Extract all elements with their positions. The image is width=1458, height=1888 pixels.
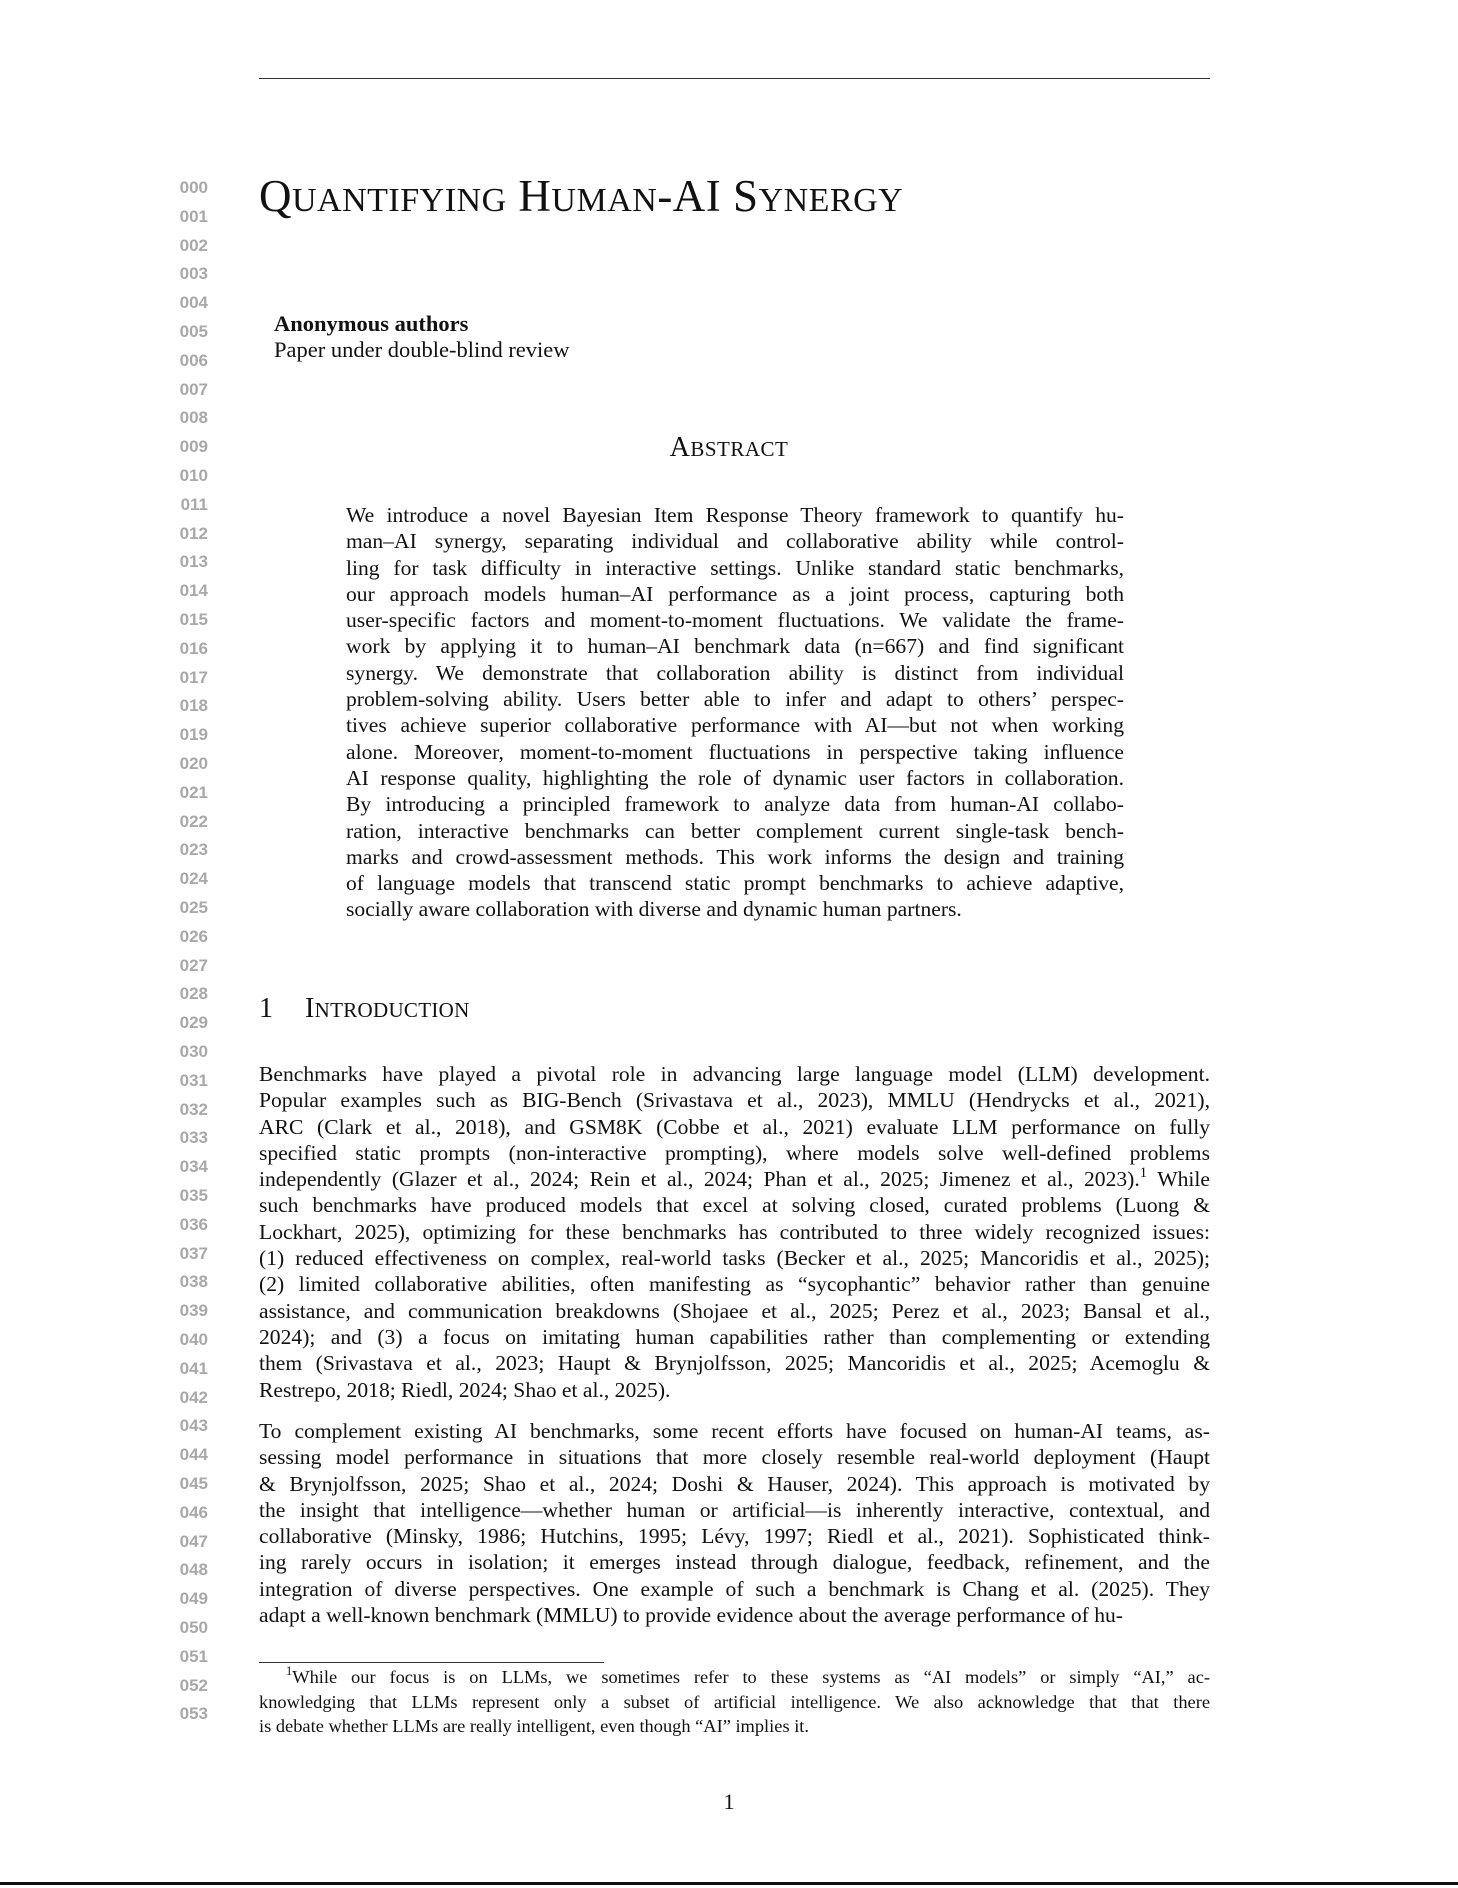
text-line: specified static prompts (non-interactive prompting), where models solve well-defined problems — [259, 1140, 1210, 1165]
line-number: 042 — [179, 1387, 208, 1407]
line-number: 040 — [179, 1330, 208, 1349]
line-number: 051 — [179, 1646, 208, 1666]
line-number: 018 — [179, 696, 208, 716]
text-line: Benchmarks have played a pivotal role in advancing large language model (LLM) development. — [259, 1062, 1210, 1086]
intro-paragraph-2 — [259, 1418, 1210, 1628]
review-note: Paper under double-blind review — [274, 337, 570, 362]
text-line: our approach models human–AI performance as a joint process, capturing both — [346, 581, 1124, 606]
line-number: 002 — [179, 235, 208, 255]
line-number: 008 — [179, 408, 208, 428]
page-number: 1 — [723, 1789, 735, 1814]
abstract-body — [346, 502, 1124, 923]
text-line: them (Srivastava et al., 2023; Haupt & Brynjolfsson, 2025; Mancoridis et al., 2025; Acemoglu & — [259, 1351, 1210, 1376]
line-number: 010 — [179, 466, 208, 485]
line-number: 025 — [179, 898, 208, 917]
text-line: Lockhart, 2025), optimizing for these benchmarks has contributed to three widely recognized issues: — [259, 1219, 1210, 1244]
line-number: 043 — [179, 1416, 208, 1436]
text-line: Restrepo, 2018; Riedl, 2024; Shao et al., 2025). — [259, 1377, 671, 1402]
footnote-line: $^1$While our focus is on LLMs, we sometimes refer to these systems as “AI models” or simply “AI,” ac- — [286, 1663, 1210, 1687]
text-line: the insight that intelligence—whether human or artificial—is inherently interactive, contextual, and — [259, 1497, 1210, 1522]
page-bottom-edge — [0, 1882, 1458, 1885]
text-line: ARC (Clark et al., 2018), and GSM8K (Cobbe et al., 2021) evaluate LLM performance on fully — [259, 1114, 1210, 1139]
text-line: user-specific factors and moment-to-moment fluctuations. We validate the frame- — [346, 608, 1124, 633]
line-number: 036 — [179, 1214, 208, 1234]
text-line: socially aware collaboration with diverse and dynamic human partners. — [346, 897, 962, 922]
line-number: 017 — [179, 667, 208, 687]
line-number: 050 — [179, 1618, 208, 1637]
line-number: 023 — [179, 840, 208, 860]
text-line: 2024); and (3) a focus on imitating human capabilities rather than complementing or extending — [259, 1324, 1210, 1349]
text-line: assistance, and communication breakdowns (Shojaee et al., 2025; Perez et al., 2023; Bansal et al., — [259, 1298, 1210, 1323]
line-number: 035 — [179, 1186, 208, 1205]
line-number: 034 — [179, 1157, 208, 1177]
line-number: 031 — [179, 1070, 208, 1090]
line-number: 024 — [179, 869, 208, 889]
text-line: alone. Moreover, moment-to-moment fluctuations in perspective taking influence — [346, 739, 1124, 764]
line-number: 044 — [179, 1445, 208, 1465]
line-number: 053 — [179, 1704, 208, 1724]
line-number: 016 — [179, 638, 208, 658]
line-number: 045 — [179, 1474, 208, 1493]
text-line: To complement existing AI benchmarks, some recent efforts have focused on human-AI teams, as- — [259, 1419, 1210, 1443]
text-line: & Brynjolfsson, 2025; Shao et al., 2024; Doshi & Hauser, 2024). This approach is motivated by — [259, 1471, 1210, 1496]
text-line: We introduce a novel Bayesian Item Response Theory framework to quantify hu- — [346, 503, 1124, 527]
text-line: problem-solving ability. Users better able to infer and adapt to others’ perspec- — [346, 687, 1124, 712]
line-number-gutter — [0, 0, 210, 1888]
line-number: 030 — [179, 1042, 208, 1061]
line-number: 022 — [179, 811, 208, 831]
text-line: adapt a well-known benchmark (MMLU) to provide evidence about the average performance of hu- — [259, 1603, 1124, 1628]
text-line: AI response quality, highlighting the role of dynamic user factors in collaboration. — [346, 765, 1124, 790]
text-line: collaborative (Minsky, 1986; Hutchins, 1995; Lévy, 1997; Riedl et al., 2021). Sophisticated think- — [259, 1524, 1210, 1549]
line-number: 029 — [179, 1013, 208, 1033]
line-number: 021 — [179, 782, 208, 802]
line-number: 052 — [179, 1675, 208, 1695]
line-number: 039 — [179, 1301, 208, 1321]
footnote — [259, 1665, 1210, 1739]
line-number: 007 — [179, 379, 208, 399]
line-number: 005 — [179, 322, 208, 341]
paper-title: QUANTIFYING HUMAN-AI SYNERGY — [259, 171, 904, 221]
author-line: Anonymous authors — [274, 311, 469, 336]
text-line: such benchmarks have produced models that excel at solving closed, curated problems (Luong & — [259, 1193, 1210, 1218]
line-number: 028 — [179, 984, 208, 1004]
line-number: 038 — [179, 1272, 208, 1292]
line-number: 000 — [179, 178, 208, 197]
text-line: (1) reduced effectiveness on complex, real-world tasks (Becker et al., 2025; Mancoridis et al., 2025); — [259, 1246, 1210, 1271]
line-number: 013 — [179, 552, 208, 572]
line-number: 020 — [179, 754, 208, 773]
text-line: work by applying it to human–AI benchmark data (n=667) and find significant — [346, 634, 1124, 659]
line-number: 012 — [179, 523, 208, 543]
footnote-rule — [259, 1662, 604, 1663]
footnote-line: is debate whether LLMs are really intelligent, even though “AI” implies it. — [259, 1716, 810, 1736]
line-number: 026 — [179, 926, 208, 946]
line-number: 014 — [179, 581, 208, 601]
line-number: 009 — [179, 437, 208, 457]
line-number: 046 — [179, 1502, 208, 1522]
text-line: (2) limited collaborative abilities, often manifesting as “sycophantic” behavior rather than genuine — [259, 1272, 1210, 1297]
section-heading-introduction: 1 INTRODUCTION — [259, 993, 470, 1024]
text-line: marks and crowd-assessment methods. This work informs the design and training — [346, 844, 1124, 869]
line-number: 019 — [179, 725, 208, 745]
text-line: tives achieve superior collaborative performance with AI—but not when working — [346, 713, 1124, 738]
text-line: ling for task difficulty in interactive settings. Unlike standard static benchmarks, — [346, 555, 1124, 580]
line-number: 037 — [179, 1243, 208, 1263]
line-number: 003 — [179, 264, 208, 284]
line-number: 048 — [179, 1560, 208, 1580]
line-number: 006 — [179, 350, 208, 370]
line-number: 032 — [179, 1099, 208, 1119]
text-line: ration, interactive benchmarks can better complement current single-task bench- — [346, 818, 1124, 843]
text-line: By introducing a principled framework to analyze data from human-AI collabo- — [346, 792, 1124, 817]
header-rule — [259, 78, 1210, 79]
line-number: 004 — [179, 293, 208, 313]
footnote-line: knowledging that LLMs represent only a subset of artificial intelligence. We also acknowledge that that there — [259, 1691, 1210, 1712]
line-number: 027 — [179, 955, 208, 975]
text-line: ing rarely occurs in isolation; it emerges instead through dialogue, feedback, refinement, and the — [259, 1550, 1210, 1575]
line-number: 033 — [179, 1128, 208, 1148]
line-number: 001 — [179, 206, 208, 226]
text-line: of language models that transcend static prompt benchmarks to achieve adaptive, — [346, 871, 1124, 896]
text-line: integration of diverse perspectives. One example of such a benchmark is Chang et al. (2025). They — [259, 1576, 1210, 1601]
footnote-number: 1 — [286, 1663, 293, 1678]
abstract-heading: ABSTRACT — [669, 432, 789, 463]
line-number: 015 — [179, 610, 208, 629]
text-line: Popular examples such as BIG-Bench (Srivastava et al., 2023), MMLU (Hendrycks et al., 2021), — [259, 1088, 1210, 1113]
line-number: 047 — [179, 1531, 208, 1551]
text-line: independently (Glazer et al., 2024; Rein et al., 2024; Phan et al., 2025; Jimenez et al., 2023).$^1$ While — [259, 1164, 1210, 1192]
footnote-marker[interactable]: 1 — [1139, 1164, 1148, 1181]
line-number: 011 — [180, 494, 208, 514]
text-line: man–AI synergy, separating individual and collaborative ability while control- — [346, 529, 1124, 554]
text-line: synergy. We demonstrate that collaboration ability is distinct from individual — [346, 660, 1124, 685]
section-number: 1 — [259, 993, 274, 1024]
text-line: sessing model performance in situations that more closely resemble real-world deployment (Haupt — [259, 1445, 1210, 1470]
intro-paragraph-1 — [259, 1061, 1210, 1403]
line-number: 049 — [179, 1589, 208, 1609]
line-number: 041 — [179, 1358, 208, 1378]
